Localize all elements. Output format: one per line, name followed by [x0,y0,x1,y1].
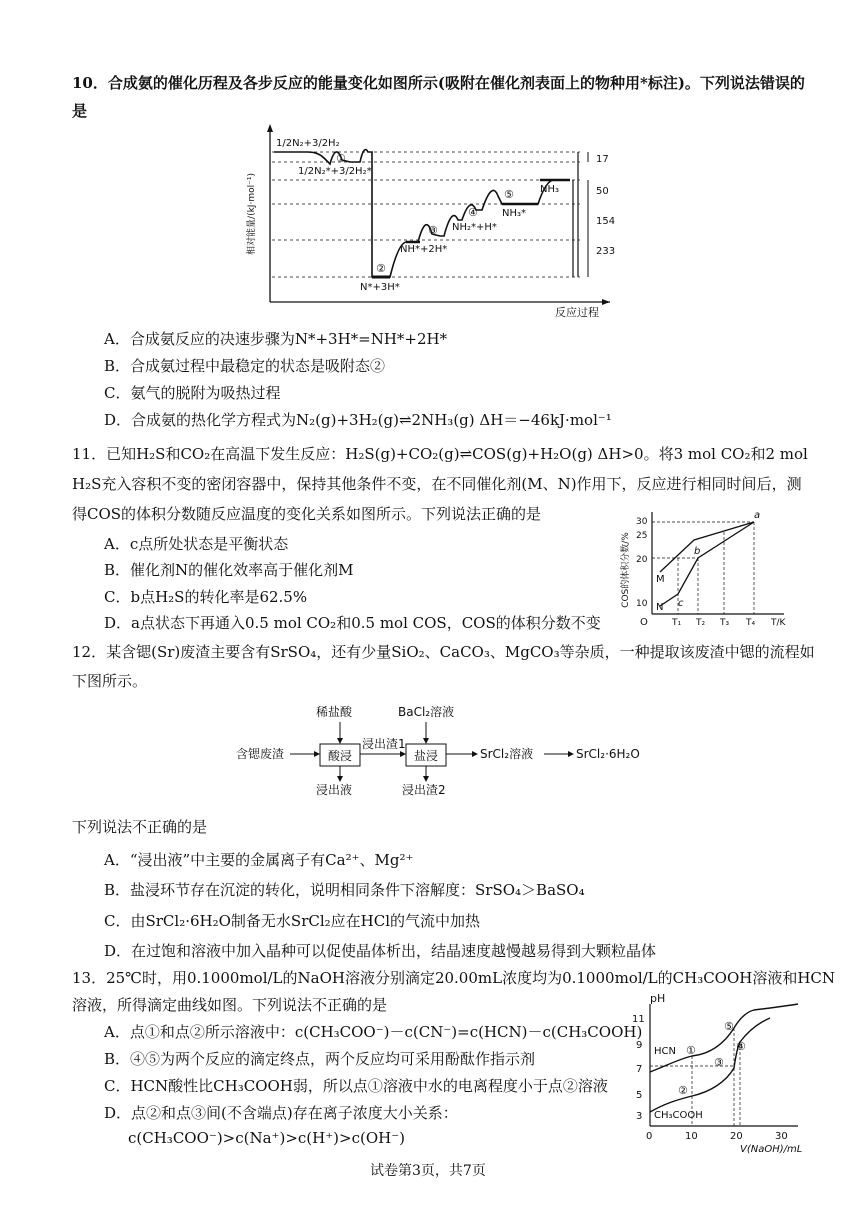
q12-option-d: D．在过饱和溶液中加入晶种可以促使晶体析出，结晶速度越慢越易得到大颗粒晶体 [104,942,657,960]
q11-line2: H₂S充入容积不变的密闭容器中，保持其他条件不变，在不同催化剂(M、N)作用下，反应进行相同时间后，测 [72,475,802,493]
q10-step5: ⑤ [504,188,514,201]
q10-nh2-label: NH₂*+H* [452,222,497,233]
q11-line1: 11．已知H₂S和CO₂在高温下发生反应：H₂S(g)+CO₂(g)⇌COS(g)+H₂O(g) ΔH>0。将3 mol CO₂和2 mol [72,445,808,463]
q11-point-a: a [754,510,761,521]
q11-option-c: C．b点H₂S的转化率是62.5% [104,588,308,606]
q13-option-c: C．HCN酸性比CH₃COOH弱，所以点①溶液中水的电离程度小于点②溶液 [104,1077,608,1095]
q13-xtick-0: 0 [646,1131,653,1142]
q10-option-b: B．合成氨过程中最稳定的状态是吸附态② [104,357,386,375]
q11-xtick-t2: T₂ [696,618,706,628]
q11-line3: 得COS的体积分数随反应温度的变化关系如图所示。下列说法正确的是 [72,505,542,523]
q10-n-label: N*+3H* [360,282,400,293]
q10-nh-label: NH*+2H* [400,244,448,255]
q10-nh3ads-label: NH₃* [502,208,527,219]
q10-option-a: A．合成氨反应的决速步骤为N*+3H*=NH*+2H* [104,330,448,348]
q12-out2: 浸出渣2 [402,783,446,796]
q11-xlabel: T/K [771,618,786,628]
q12-out1: 浸出液 [316,783,353,796]
q10-option-d: D．合成氨的热化学方程式为N₂(g)+3H₂(g)⇌2NH₃(g) ΔH＝−46kJ·mol⁻¹ [104,411,612,429]
q13-ytick-9: 9 [636,1040,643,1051]
q11-xtick-t4: T₄ [746,618,756,628]
q10-gap-17: 17 [596,154,609,165]
q13-ytick-5: 5 [636,1090,643,1101]
q12-reagent2: BaCl₂溶液 [398,705,455,719]
q10-ads-label: 1/2N₂*+3/2H₂* [298,166,372,177]
q12-line1: 12．某含锶(Sr)废渣主要含有SrSO₄，还有少量SiO₂、CaCO₃、MgCO₃等杂质，一种提取该废渣中锶的流程如 [72,643,815,661]
q10-gap-233: 233 [596,246,616,257]
q11-option-d: D．a点状态下再通入0.5 mol CO₂和0.5 mol COS，COS的体积分数不变 [104,614,601,632]
q13-ytick-11: 11 [632,1014,645,1025]
q13-option-b: B．④⑤为两个反应的滴定终点，两个反应均可采用酚酞作指示剂 [104,1050,536,1068]
q13-point-1: ① [686,1044,696,1057]
q10-option-c: C．氨气的脱附为吸热过程 [104,384,281,402]
q11-origin: O [640,617,648,628]
q13-point-2: ② [678,1084,688,1097]
q12-product1: SrCl₂溶液 [480,747,534,761]
q13-ch3cooh-label: CH₃COOH [654,1110,703,1121]
q10-start-label: 1/2N₂+3/2H₂ [276,138,340,149]
q11-ylabel: COS的体积分数/% [621,532,631,608]
q13-ytick-3: 3 [636,1111,643,1122]
q12-line2: 下图所示。 [72,672,148,690]
q11-ytick-30: 30 [636,517,648,527]
q10-step1: ① [336,152,346,165]
q10-gap-50: 50 [596,186,609,197]
q12-start: 含锶废渣 [236,747,285,761]
q13-option-a: A．点①和点②所示溶液中：c(CH₃COO⁻)－c(CN⁻)=c(HCN)－c(CH₃COOH) [104,1023,643,1041]
q12-option-c: C．由SrCl₂·6H₂O制备无水SrCl₂应在HCl的气流中加热 [104,912,481,930]
q11-label-m: M [656,574,665,585]
q11-point-b: b [694,546,701,557]
q13-xtick-20: 20 [730,1131,743,1142]
q12-box-salt: 盐浸 [414,749,439,763]
q10-energy-diagram [240,124,620,320]
q11-ytick-25: 25 [636,531,648,541]
q11-point-c: c [678,598,684,609]
q13-point-4: ④ [736,1040,746,1053]
q10-step3: ③ [428,224,438,237]
q13-option-d2: c(CH₃COO⁻)>c(Na⁺)>c(H⁺)>c(OH⁻) [128,1129,405,1147]
q11-cos-chart [616,506,800,630]
q12-option-a: A．“浸出液”中主要的金属离子有Ca²⁺、Mg²⁺ [104,851,414,869]
q12-box-acid: 酸浸 [328,749,353,763]
q11-ytick-20: 20 [636,555,648,565]
q13-xtick-10: 10 [685,1131,698,1142]
q11-ytick-10: 10 [636,599,648,609]
q13-ylabel: pH [650,994,666,1005]
q13-titration-chart [630,994,806,1156]
q13-hcn-label: HCN [654,1046,676,1057]
q13-point-5: ⑤ [724,1020,734,1033]
q10-xlabel: 反应过程 [555,306,599,319]
q13-line2: 溶液，所得滴定曲线如图。下列说法不正确的是 [72,996,388,1014]
q13-line1: 13．25℃时，用0.1000mol/L的NaOH溶液分别滴定20.00mL浓度均为0.1000mol/L的CH₃COOH溶液和HCN [72,969,836,987]
q11-label-n: N [656,602,664,613]
q11-option-a: A．c点所处状态是平衡状态 [104,535,289,553]
q13-xtick-30: 30 [775,1131,788,1142]
q12-option-b: B．盐浸环节存在沉淀的转化，说明相同条件下溶解度：SrSO₄＞BaSO₄ [104,881,585,899]
q10-stem-line2: 是 [72,102,88,120]
q13-ytick-7: 7 [636,1064,643,1075]
q11-xtick-t1: T₁ [672,618,682,628]
q11-option-b: B．催化剂N的催化效率高于催化剂M [104,561,354,579]
q10-nh3-label: NH₃ [540,184,560,195]
q13-xlabel: V(NaOH)/mL [740,1144,803,1155]
q10-step4: ④ [468,206,478,219]
q12-product2: SrCl₂·6H₂O [576,747,640,761]
q10-gap-154: 154 [596,216,616,227]
q11-xtick-t3: T₃ [720,618,730,628]
q12-reagent1: 稀盐酸 [316,705,353,719]
q10-ylabel: 相对能量/(kJ·mol⁻¹) [247,173,257,255]
page-footer: 试卷第3页，共7页 [370,1163,486,1179]
q10-step2: ② [376,262,386,275]
q12-flowchart [230,700,670,796]
q13-point-3: ③ [714,1056,724,1069]
q13-option-d: D．点②和点③间(不含端点)存在离子浓度大小关系： [104,1104,458,1122]
q12-mid: 浸出渣1 [362,737,406,751]
q10-stem-line1: 10．合成氨的催化历程及各步反应的能量变化如图所示(吸附在催化剂表面上的物种用*标注)。下列说法错误的 [72,74,805,92]
q12-question: 下列说法不正确的是 [72,818,208,836]
